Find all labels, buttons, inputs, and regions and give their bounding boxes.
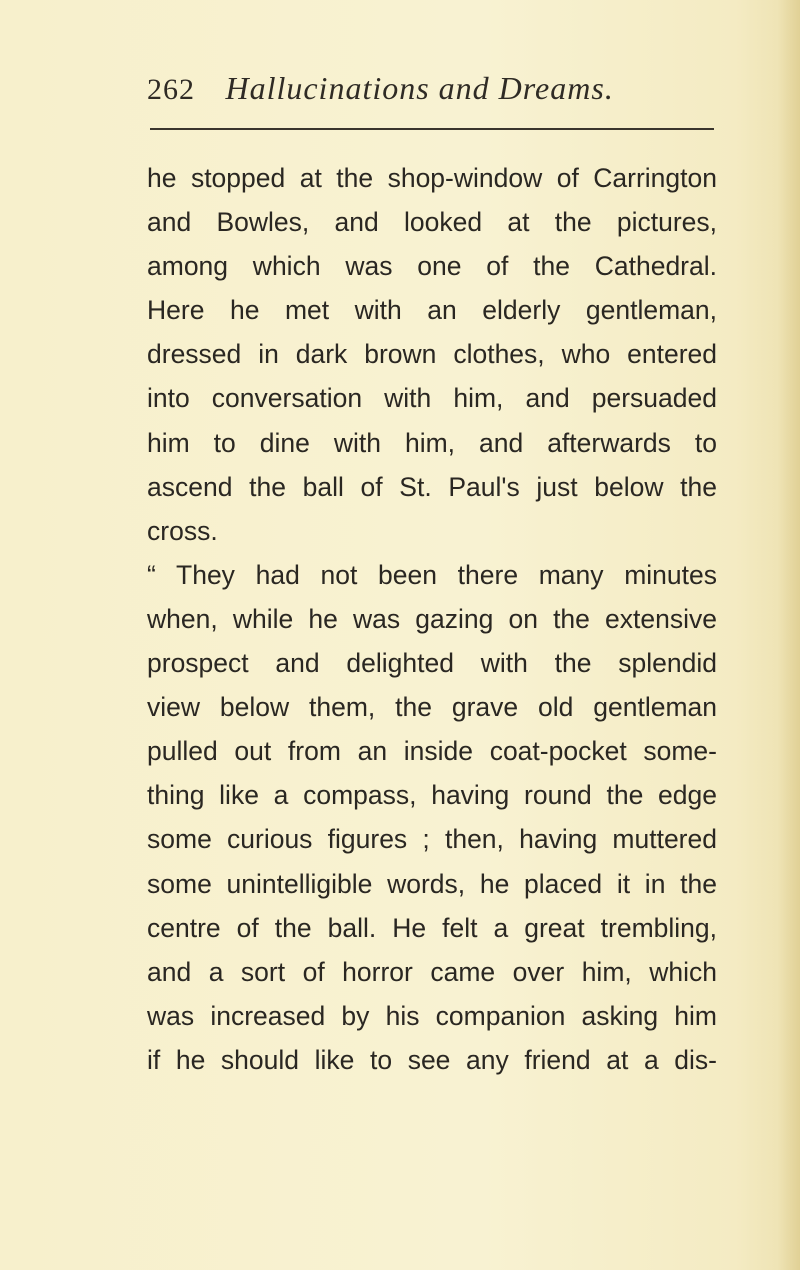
text-line: pulled out from an inside coat-pocket some- (147, 736, 717, 767)
text-line: if he should like to see any friend at a dis- (147, 1044, 717, 1075)
text-line: “ They had not been there many minutes (147, 559, 717, 590)
header-rule (150, 128, 714, 130)
text-line: when, while he was gazing on the extensive (147, 603, 717, 634)
text-line: into conversation with him, and persuaded (147, 383, 717, 414)
text-line: dressed in dark brown clothes, who entered (147, 339, 717, 370)
text-line: some unintelligible words, he placed it in the (147, 868, 717, 899)
running-header (147, 70, 614, 114)
text-line: and a sort of horror came over him, which (147, 956, 717, 987)
text-line: Here he met with an elderly gentleman, (147, 295, 717, 326)
text-line: him to dine with him, and afterwards to (147, 427, 717, 458)
text-line: prospect and delighted with the splendid (147, 648, 717, 679)
text-line: view below them, the grave old gentleman (147, 692, 717, 723)
page-edge-shadow (778, 0, 800, 1270)
text-line: centre of the ball. He felt a great trembling, (147, 912, 717, 943)
page-number: 262 (147, 73, 195, 106)
text-line: thing like a compass, having round the edge (147, 780, 717, 811)
text-line: was increased by his companion asking him (147, 1000, 717, 1031)
text-line: some curious figures ; then, having muttered (147, 824, 717, 855)
text-line: he stopped at the shop-window of Carrington (147, 163, 717, 193)
text-line: cross. (147, 515, 218, 546)
body-text (147, 156, 717, 1082)
text-line: ascend the ball of St. Paul's just below the (147, 471, 717, 502)
text-line: among which was one of the Cathedral. (147, 251, 717, 282)
text-line: and Bowles, and looked at the pictures, (147, 207, 717, 238)
running-title: Hallucinations and Dreams. (225, 70, 614, 106)
